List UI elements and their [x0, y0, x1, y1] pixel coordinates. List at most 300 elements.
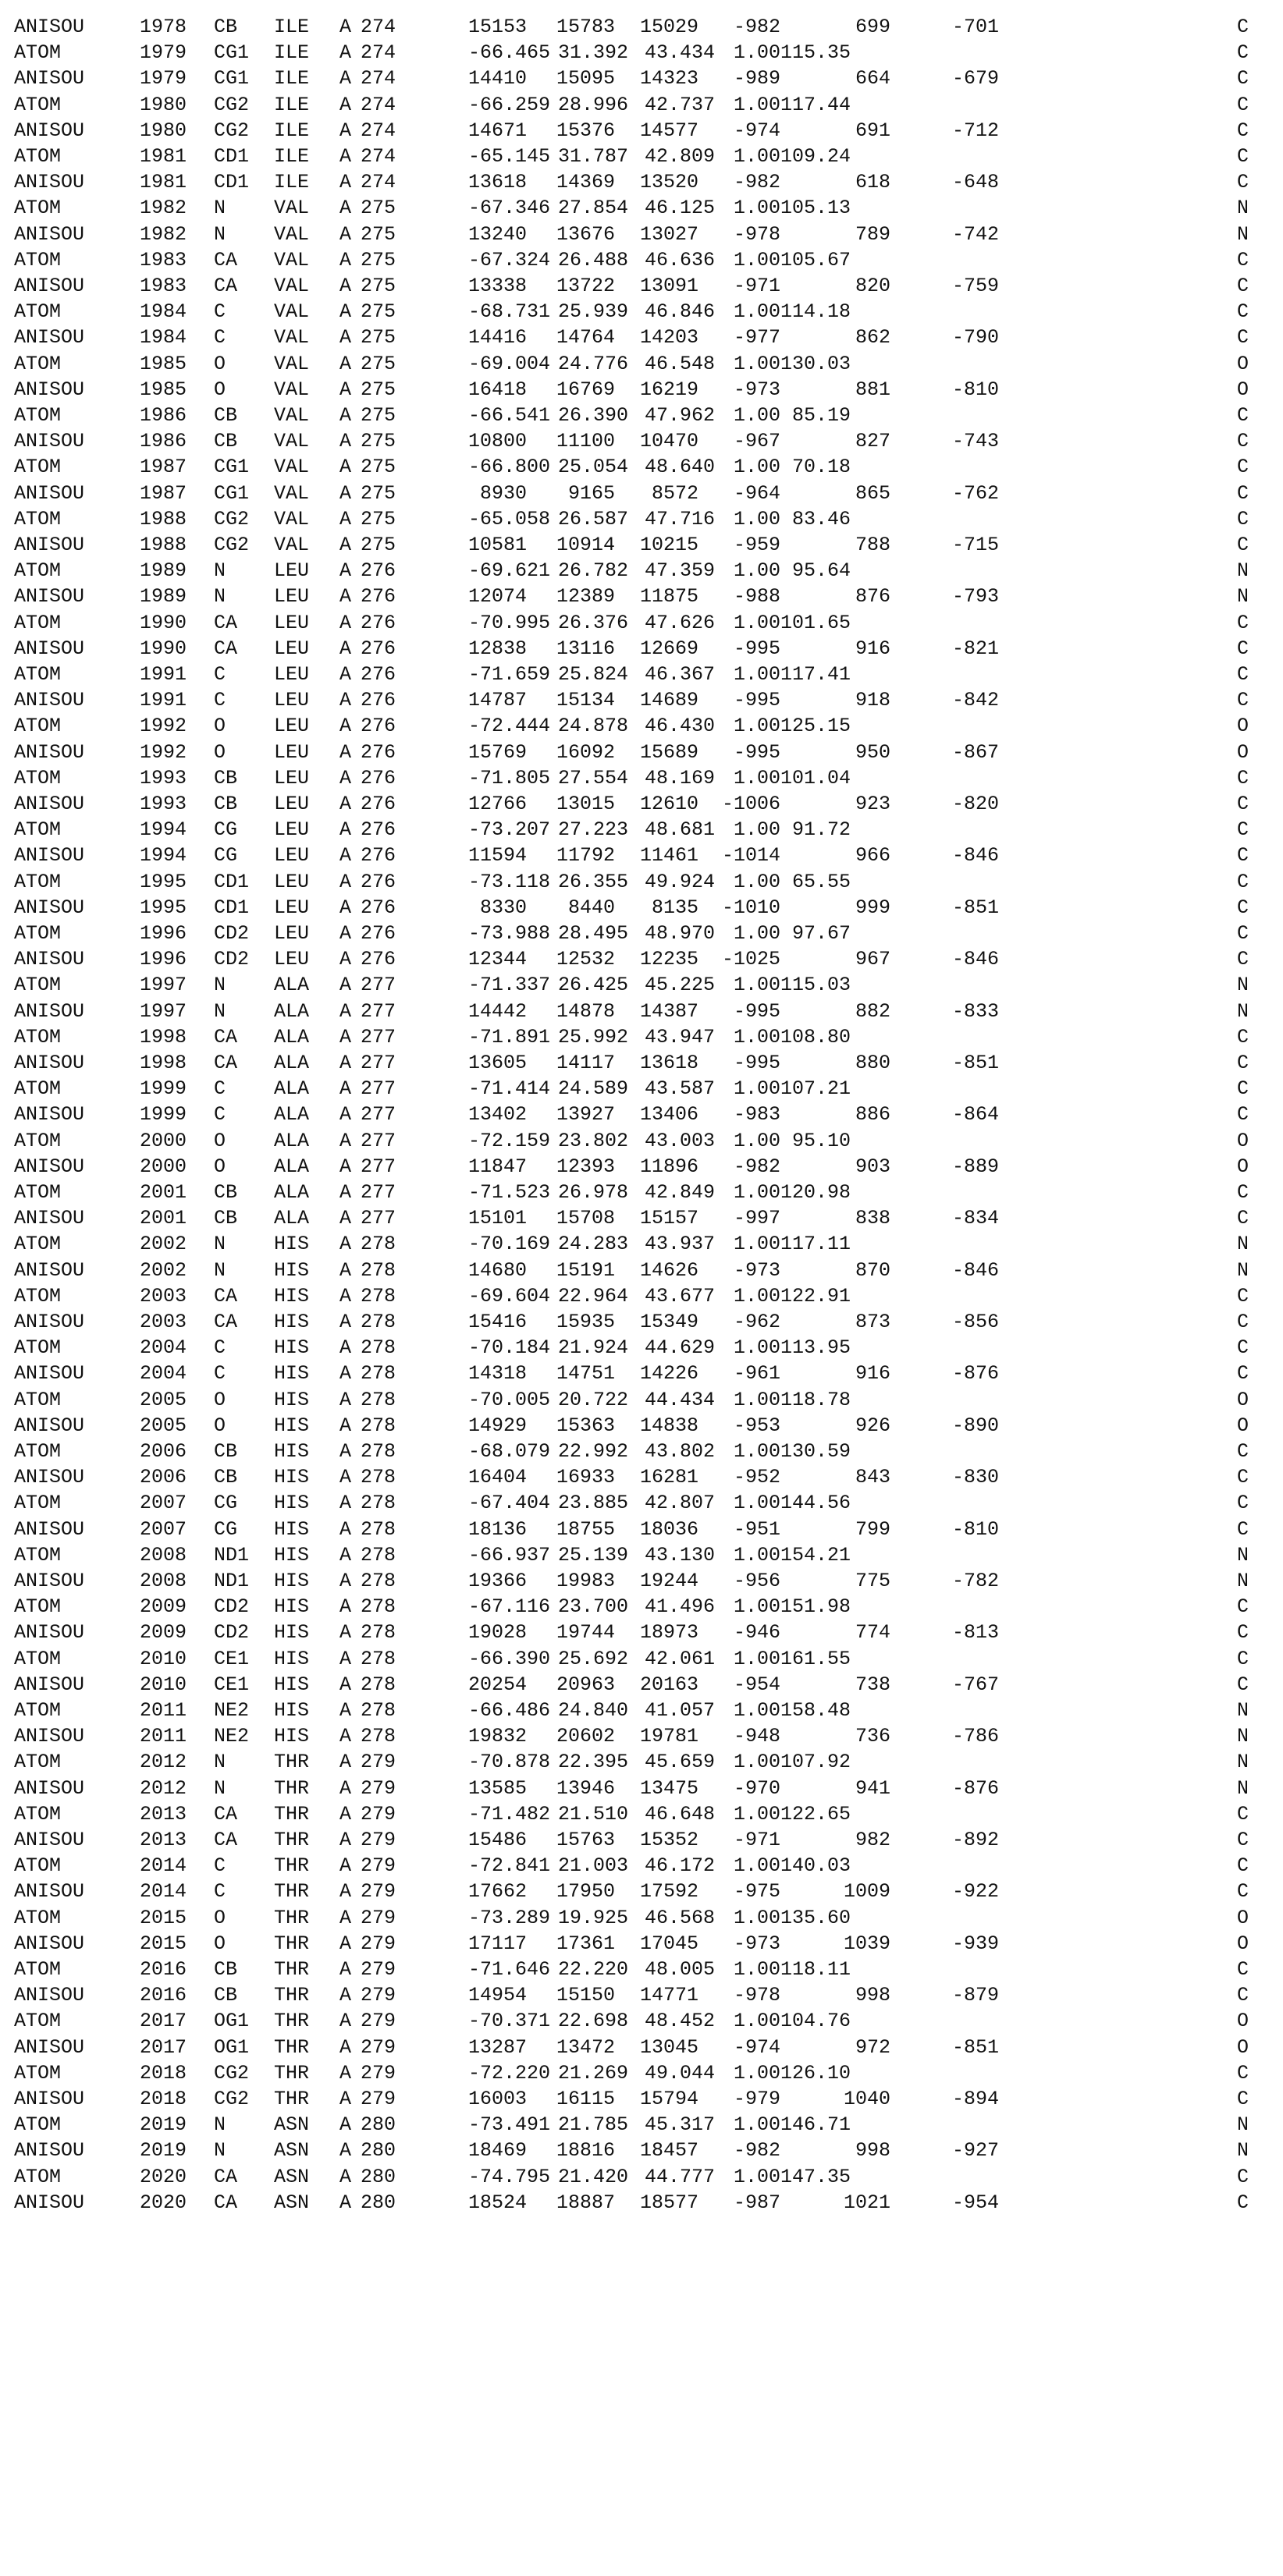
u23: -842	[951, 689, 999, 712]
record-type: ATOM	[14, 145, 62, 168]
residue-number: 279	[361, 2035, 396, 2059]
coord-y: 23.885	[558, 1492, 629, 1515]
u12: -953	[733, 1414, 780, 1437]
residue-name: HIS	[274, 1517, 310, 1541]
u11: 19028	[467, 1621, 527, 1645]
u13: 738	[855, 1673, 890, 1696]
atom-record-row	[0, 1024, 1283, 1050]
u11: 19366	[467, 1570, 527, 1592]
chain-id: A	[339, 352, 352, 375]
u33: 15349	[639, 1311, 698, 1333]
residue-number: 278	[361, 1233, 396, 1256]
u33: 11461	[639, 844, 698, 868]
u13: 998	[855, 2139, 890, 2163]
element-symbol: O	[1237, 1155, 1249, 1178]
record-type: ATOM	[14, 1543, 62, 1567]
residue-name: ALA	[274, 1129, 310, 1152]
residue-name: HIS	[274, 1621, 310, 1645]
atom-serial: 1991	[140, 663, 187, 686]
residue-number: 275	[361, 456, 396, 479]
atom-serial: 1999	[140, 1103, 187, 1127]
atom-serial: 2016	[140, 1958, 187, 1981]
coord-z: 46.568	[645, 1906, 716, 1929]
u23: -894	[951, 2088, 999, 2110]
atom-serial: 1994	[140, 844, 187, 868]
anisou-record-row	[0, 1827, 1283, 1853]
u13: 999	[855, 896, 890, 919]
u33: 10215	[639, 534, 698, 556]
coord-z: 41.496	[645, 1595, 716, 1619]
coord-x: -72.841	[468, 1854, 551, 1878]
u12: -946	[733, 1621, 780, 1645]
coord-x: -70.995	[468, 611, 551, 634]
coord-z: 42.809	[645, 145, 716, 168]
residue-name: ILE	[274, 145, 310, 168]
residue-name: ASN	[274, 2113, 310, 2137]
coord-y: 22.698	[558, 2010, 629, 2033]
occupancy-bfactor: 1.00125.15	[734, 715, 851, 738]
u13: 1009	[843, 1880, 890, 1904]
occupancy-bfactor: 1.00113.95	[734, 1336, 851, 1360]
atom-name: CD2	[214, 948, 250, 971]
u12: -962	[733, 1311, 780, 1333]
atom-serial: 1996	[140, 948, 187, 971]
record-type: ANISOU	[14, 67, 85, 90]
record-type: ANISOU	[14, 948, 85, 971]
record-type: ATOM	[14, 1336, 62, 1360]
atom-record-row	[0, 1594, 1283, 1620]
element-symbol: C	[1237, 1466, 1249, 1489]
u11: 13287	[467, 2035, 527, 2059]
record-type: ATOM	[14, 1181, 62, 1204]
coord-y: 25.054	[558, 456, 629, 479]
element-symbol: C	[1237, 456, 1249, 479]
residue-name: ALA	[274, 1025, 310, 1048]
record-type: ATOM	[14, 248, 62, 271]
atom-serial: 2008	[140, 1543, 187, 1567]
coord-x: -66.390	[468, 1647, 551, 1670]
residue-name: LEU	[274, 844, 310, 868]
u23: -679	[951, 67, 999, 90]
u23: -701	[951, 16, 999, 38]
residue-number: 278	[361, 1543, 396, 1567]
record-type: ATOM	[14, 41, 62, 65]
u22: 13116	[556, 637, 615, 660]
chain-id: A	[339, 1103, 352, 1127]
atom-name: C	[214, 1077, 226, 1101]
u12: -995	[733, 689, 780, 712]
atom-serial: 1986	[140, 430, 187, 453]
coord-y: 22.992	[558, 1440, 629, 1463]
atom-name: NE2	[214, 1699, 250, 1722]
u23: -939	[951, 1932, 999, 1955]
occupancy-bfactor: 1.00114.18	[734, 300, 851, 324]
u23: -856	[951, 1311, 999, 1333]
atom-name: O	[214, 352, 226, 375]
residue-number: 278	[361, 1258, 396, 1282]
coord-x: -73.289	[468, 1906, 551, 1929]
chain-id: A	[339, 2191, 352, 2214]
coord-x: -73.207	[468, 818, 551, 842]
anisou-record-row	[0, 843, 1283, 868]
residue-number: 274	[361, 41, 396, 65]
u11: 18469	[467, 2139, 527, 2163]
chain-id: A	[339, 197, 352, 220]
atom-serial: 2019	[140, 2139, 187, 2163]
element-symbol: C	[1237, 1207, 1249, 1230]
u33: 15352	[639, 1829, 698, 1851]
atom-record-row	[0, 1853, 1283, 1879]
atom-name: CE1	[214, 1673, 250, 1696]
anisou-record-row	[0, 428, 1283, 454]
atom-serial: 2008	[140, 1570, 187, 1592]
occupancy-bfactor: 1.00117.11	[734, 1233, 851, 1256]
residue-name: LEU	[274, 559, 310, 583]
chain-id: A	[339, 740, 352, 764]
residue-name: HIS	[274, 1725, 310, 1748]
u11: 16404	[467, 1466, 527, 1489]
occupancy-bfactor: 1.00108.80	[734, 1025, 851, 1048]
residue-number: 280	[361, 2113, 396, 2137]
u22: 17950	[556, 1880, 615, 1904]
element-symbol: C	[1237, 145, 1249, 168]
atom-name: CB	[214, 793, 238, 815]
occupancy-bfactor: 1.00122.65	[734, 1802, 851, 1826]
element-symbol: N	[1237, 1699, 1249, 1722]
atom-record-row	[0, 144, 1283, 169]
coord-z: 47.626	[645, 611, 716, 634]
u22: 15763	[556, 1829, 615, 1851]
anisou-record-row	[0, 791, 1283, 817]
u12: -970	[733, 1776, 780, 1800]
anisou-record-row	[0, 1931, 1283, 1957]
u33: 13618	[639, 1052, 698, 1074]
atom-serial: 2013	[140, 1802, 187, 1826]
chain-id: A	[339, 119, 352, 142]
atom-serial: 2012	[140, 1751, 187, 1774]
u11: 8330	[479, 896, 527, 919]
u33: 13091	[639, 275, 698, 297]
u23: -762	[951, 481, 999, 505]
residue-number: 275	[361, 248, 396, 271]
atom-serial: 2009	[140, 1595, 187, 1619]
element-symbol: C	[1237, 326, 1249, 349]
residue-number: 274	[361, 67, 396, 90]
atom-name: CG2	[214, 2061, 250, 2085]
u23: -767	[951, 1673, 999, 1696]
u13: 926	[855, 1414, 890, 1437]
chain-id: A	[339, 1699, 352, 1722]
chain-id: A	[339, 1052, 352, 1074]
atom-name: C	[214, 663, 226, 686]
u11: 13618	[467, 171, 527, 194]
record-type: ANISOU	[14, 1517, 85, 1541]
atom-serial: 1985	[140, 352, 187, 375]
atom-name: CB	[214, 1984, 238, 2007]
chain-id: A	[339, 1311, 352, 1333]
element-symbol: C	[1237, 1025, 1249, 1048]
atom-serial: 2007	[140, 1517, 187, 1541]
atom-serial: 2012	[140, 1776, 187, 1800]
u23: -846	[951, 1258, 999, 1282]
coord-y: 25.992	[558, 1025, 629, 1048]
atom-record-row	[0, 1490, 1283, 1516]
coord-y: 26.425	[558, 974, 629, 997]
coord-x: -72.159	[468, 1129, 551, 1152]
u22: 14878	[556, 999, 615, 1023]
record-type: ATOM	[14, 352, 62, 375]
u22: 16769	[556, 378, 615, 401]
coord-y: 26.587	[558, 507, 629, 530]
coord-x: -70.184	[468, 1336, 551, 1360]
u11: 18524	[467, 2191, 527, 2214]
u33: 13045	[639, 2035, 698, 2059]
u23: -834	[951, 1207, 999, 1230]
coord-x: -74.795	[468, 2165, 551, 2188]
anisou-record-row	[0, 66, 1283, 91]
occupancy-bfactor: 1.00109.24	[734, 145, 851, 168]
coord-y: 21.003	[558, 1854, 629, 1878]
atom-serial: 1983	[140, 248, 187, 271]
element-symbol: N	[1237, 197, 1249, 220]
occupancy-bfactor: 1.00 85.19	[734, 404, 851, 427]
u22: 15708	[556, 1207, 615, 1230]
coord-x: -71.337	[468, 974, 551, 997]
anisou-record-row	[0, 1982, 1283, 2008]
element-symbol: O	[1237, 2035, 1249, 2059]
residue-name: VAL	[274, 222, 310, 246]
anisou-record-row	[0, 1723, 1283, 1749]
coord-x: -70.005	[468, 1388, 551, 1411]
u23: -715	[951, 534, 999, 556]
residue-number: 278	[361, 1362, 396, 1386]
atom-record-row	[0, 1335, 1283, 1361]
u11: 14442	[467, 999, 527, 1023]
element-symbol: N	[1237, 2139, 1249, 2163]
element-symbol: C	[1237, 611, 1249, 634]
atom-name: C	[214, 1103, 226, 1127]
atom-name: CD1	[214, 870, 250, 893]
occupancy-bfactor: 1.00115.03	[734, 974, 851, 997]
anisou-record-row	[0, 532, 1283, 558]
record-type: ATOM	[14, 1751, 62, 1774]
element-symbol: C	[1237, 1880, 1249, 1904]
atom-record-row	[0, 351, 1283, 377]
element-symbol: O	[1237, 378, 1249, 401]
residue-name: VAL	[274, 430, 310, 453]
atom-serial: 1991	[140, 689, 187, 712]
residue-name: LEU	[274, 637, 310, 660]
coord-z: 49.044	[645, 2061, 716, 2085]
coord-z: 42.061	[645, 1647, 716, 1670]
atom-record-row	[0, 2060, 1283, 2086]
atom-record-row	[0, 1957, 1283, 1982]
chain-id: A	[339, 171, 352, 194]
chain-id: A	[339, 1829, 352, 1851]
chain-id: A	[339, 1673, 352, 1696]
atom-name: N	[214, 1751, 226, 1774]
atom-serial: 2015	[140, 1906, 187, 1929]
residue-number: 278	[361, 1466, 396, 1489]
anisou-record-row	[0, 1309, 1283, 1335]
residue-name: ALA	[274, 1052, 310, 1074]
anisou-record-row	[0, 1258, 1283, 1283]
element-symbol: C	[1237, 481, 1249, 505]
occupancy-bfactor: 1.00146.71	[734, 2113, 851, 2137]
u22: 14369	[556, 171, 615, 194]
u11: 14954	[467, 1984, 527, 2007]
u11: 14318	[467, 1362, 527, 1386]
record-type: ANISOU	[14, 1984, 85, 2007]
u13: 918	[855, 689, 890, 712]
coord-x: -71.523	[468, 1181, 551, 1204]
element-symbol: C	[1237, 1984, 1249, 2007]
atom-name: CB	[214, 1181, 238, 1204]
anisou-record-row	[0, 740, 1283, 765]
residue-name: ALA	[274, 1207, 310, 1230]
occupancy-bfactor: 1.00 70.18	[734, 456, 851, 479]
atom-name: CA	[214, 1829, 238, 1851]
coord-z: 44.777	[645, 2165, 716, 2188]
residue-number: 275	[361, 197, 396, 220]
u13: 1039	[843, 1932, 890, 1955]
chain-id: A	[339, 1336, 352, 1360]
atom-name: O	[214, 1129, 226, 1152]
atom-name: O	[214, 1388, 226, 1411]
u13: 950	[855, 740, 890, 764]
atom-serial: 1985	[140, 378, 187, 401]
coord-x: -65.058	[468, 507, 551, 530]
u22: 13472	[556, 2035, 615, 2059]
chain-id: A	[339, 1181, 352, 1204]
coord-z: 46.430	[645, 715, 716, 738]
u12: -1010	[721, 896, 780, 919]
residue-number: 278	[361, 1388, 396, 1411]
record-type: ANISOU	[14, 378, 85, 401]
atom-serial: 1995	[140, 870, 187, 893]
residue-name: ALA	[274, 974, 310, 997]
u13: 775	[855, 1570, 890, 1592]
record-type: ANISOU	[14, 1466, 85, 1489]
residue-number: 279	[361, 1906, 396, 1929]
atom-serial: 1988	[140, 507, 187, 530]
atom-name: CD1	[214, 171, 250, 194]
atom-serial: 1984	[140, 300, 187, 324]
u13: 691	[855, 119, 890, 142]
u11: 12766	[467, 793, 527, 815]
u11: 14929	[467, 1414, 527, 1437]
atom-serial: 1994	[140, 818, 187, 842]
atom-serial: 1981	[140, 171, 187, 194]
chain-id: A	[339, 1517, 352, 1541]
chain-id: A	[339, 974, 352, 997]
anisou-record-row	[0, 14, 1283, 40]
u22: 15363	[556, 1414, 615, 1437]
residue-number: 278	[361, 1517, 396, 1541]
residue-name: HIS	[274, 1258, 310, 1282]
u22: 15134	[556, 689, 615, 712]
chain-id: A	[339, 1595, 352, 1619]
atom-serial: 1980	[140, 119, 187, 142]
atom-serial: 1990	[140, 611, 187, 634]
chain-id: A	[339, 456, 352, 479]
u11: 11594	[467, 844, 527, 868]
residue-name: VAL	[274, 404, 310, 427]
chain-id: A	[339, 948, 352, 971]
u23: -790	[951, 326, 999, 349]
atom-record-row	[0, 40, 1283, 66]
residue-name: ILE	[274, 171, 310, 194]
element-symbol: C	[1237, 1595, 1249, 1619]
anisou-record-row	[0, 1464, 1283, 1490]
atom-name: C	[214, 1880, 226, 1904]
u22: 12532	[556, 948, 615, 971]
u13: 881	[855, 378, 890, 401]
atom-name: CD2	[214, 1621, 250, 1645]
chain-id: A	[339, 145, 352, 168]
atom-name: CG	[214, 1517, 238, 1541]
u12: -975	[733, 1880, 780, 1904]
residue-number: 276	[361, 844, 396, 868]
u13: 788	[855, 534, 890, 556]
u11: 11847	[467, 1155, 527, 1178]
residue-name: ALA	[274, 1077, 310, 1101]
atom-name: N	[214, 974, 226, 997]
element-symbol: C	[1237, 1181, 1249, 1204]
record-type: ANISOU	[14, 896, 85, 919]
coord-x: -65.145	[468, 145, 551, 168]
coord-z: 48.005	[645, 1958, 716, 1981]
residue-number: 279	[361, 1932, 396, 1955]
u23: -743	[951, 430, 999, 453]
u12: -973	[733, 378, 780, 401]
coord-z: 48.970	[645, 922, 716, 945]
coord-y: 23.802	[558, 1129, 629, 1152]
anisou-record-row	[0, 169, 1283, 195]
record-type: ANISOU	[14, 481, 85, 505]
element-symbol: C	[1237, 766, 1249, 789]
u23: -813	[951, 1621, 999, 1645]
u22: 18816	[556, 2139, 615, 2163]
occupancy-bfactor: 1.00107.21	[734, 1077, 851, 1101]
chain-id: A	[339, 1725, 352, 1748]
element-symbol: O	[1237, 1129, 1249, 1152]
chain-id: A	[339, 67, 352, 90]
u11: 16418	[467, 378, 527, 401]
chain-id: A	[339, 1077, 352, 1101]
atom-record-row	[0, 247, 1283, 273]
u33: 14771	[639, 1984, 698, 2007]
atom-serial: 2020	[140, 2165, 187, 2188]
coord-z: 43.802	[645, 1440, 716, 1463]
residue-number: 276	[361, 637, 396, 660]
coord-y: 26.782	[558, 559, 629, 583]
atom-serial: 2004	[140, 1336, 187, 1360]
u22: 15150	[556, 1984, 615, 2007]
record-type: ANISOU	[14, 16, 85, 38]
chain-id: A	[339, 2010, 352, 2033]
residue-number: 275	[361, 404, 396, 427]
atom-name: O	[214, 715, 226, 738]
residue-name: ALA	[274, 1103, 310, 1127]
chain-id: A	[339, 1776, 352, 1800]
u11: 12344	[467, 948, 527, 971]
u12: -997	[733, 1207, 780, 1230]
element-symbol: C	[1237, 171, 1249, 194]
atom-record-row	[0, 195, 1283, 221]
atom-name: CB	[214, 1958, 238, 1981]
atom-serial: 1992	[140, 740, 187, 764]
